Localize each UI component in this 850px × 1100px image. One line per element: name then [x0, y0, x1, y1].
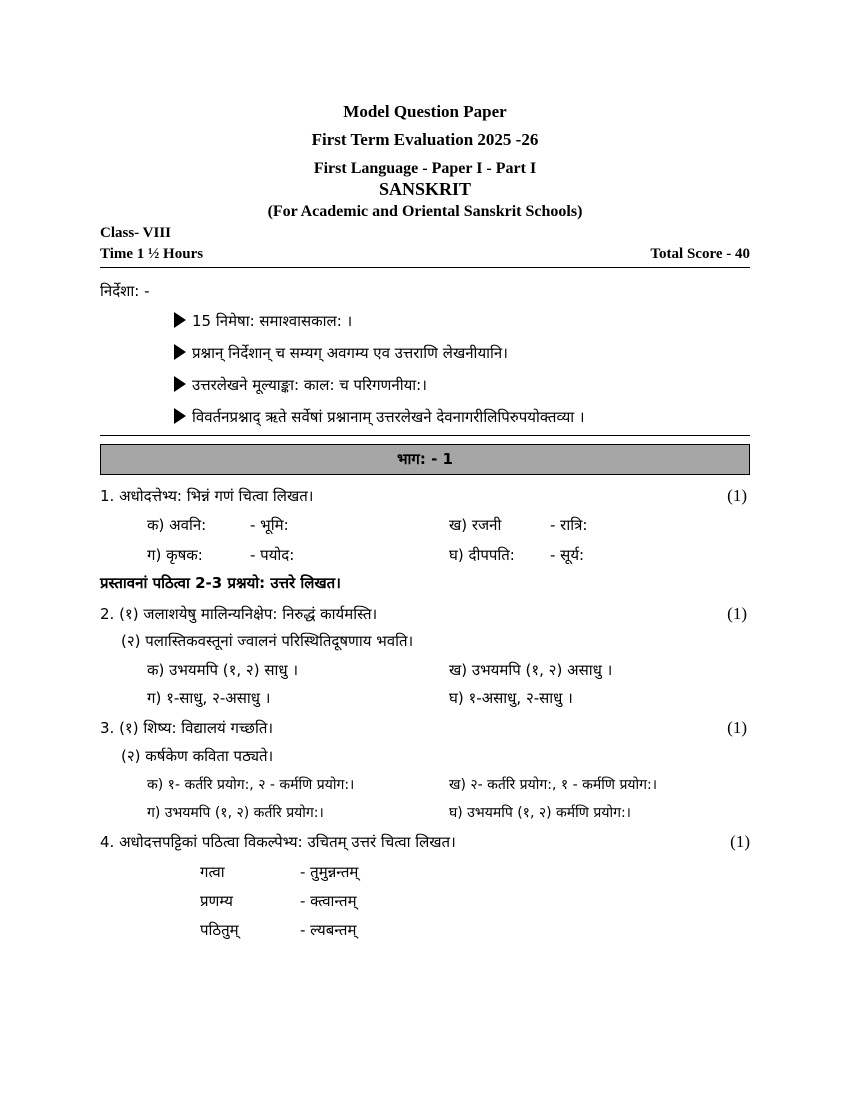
instructions-title: निर्देशा: - [100, 282, 150, 300]
question-3-mark: (1) [727, 718, 747, 737]
arrow-bullet-icon [174, 376, 186, 392]
q1-option-a-pair: - भूमि: [250, 516, 289, 534]
question-2-mark: (1) [727, 604, 747, 623]
question-2: 2. (१) जलाशयेषु मालिन्यनिक्षेप: निरुद्धं कार्यमस्ति। [100, 605, 378, 623]
q1-option-b: ख) रजनी [449, 516, 502, 534]
q4-type: - तुमुन्नन्तम् [300, 863, 359, 881]
school-type: (For Academic and Oriental Sanskrit Schools) [267, 203, 583, 220]
instructions-divider [100, 435, 750, 436]
arrow-bullet-icon [174, 344, 186, 360]
instruction-item: 15 निमेषा: समाश्वासकाल: । [174, 311, 352, 331]
class-label: Class- VIII [100, 225, 171, 241]
question-4: 4. अधोदत्तपट्टिकां पठित्वा विकल्पेभ्य: उचितम् उत्तरं चित्वा लिखत। [100, 833, 456, 851]
q3-option-a: क) १- कर्तरि प्रयोग:, २ - कर्मणि प्रयोग:। [147, 777, 355, 793]
instruction-item: उत्तरलेखने मूल्याङ्का: काल: च परिगणनीया:। [174, 375, 427, 395]
q3-option-d: घ) उभयमपि (१, २) कर्मणि प्रयोग:। [449, 805, 631, 821]
q4-type: - क्त्वान्तम् [300, 892, 357, 910]
question-3-sub: (२) कर्षकेण कविता पठ्यते। [121, 747, 274, 765]
section-header: भाग: - 1 [100, 444, 750, 475]
q4-word: पठितुम् [200, 921, 239, 939]
passage-instruction: प्रस्तावनां पठित्वा 2-3 प्रश्नयो: उत्तरे लिखत। [100, 574, 341, 592]
paper-subtitle: First Language - Paper I - Part I [313, 160, 537, 177]
q4-word: गत्वा [200, 863, 225, 881]
instruction-item: विवर्तनप्रश्नाद् ऋते सर्वेषां प्रश्नानाम् उत्तरलेखने देवनागरीलिपिरुपयोक्तव्या । [174, 407, 585, 427]
q4-word: प्रणम्य [200, 892, 233, 910]
q1-option-a: क) अवनि: [147, 516, 207, 534]
arrow-bullet-icon [174, 312, 186, 328]
time-label: Time 1 ½ Hours [100, 246, 204, 262]
arrow-bullet-icon [174, 408, 186, 424]
exam-title: First Term Evaluation 2025 -26 [311, 130, 539, 149]
q1-option-d: घ) दीपपति: [449, 546, 515, 564]
q1-option-c: ग) कृषक: [147, 546, 203, 564]
q3-option-b: ख) २- कर्तरि प्रयोग:, १ - कर्मणि प्रयोग:। [449, 777, 658, 793]
q2-option-d: घ) १-असाधु, २-साधु । [449, 689, 573, 707]
question-3: 3. (१) शिष्य: विद्यालयं गच्छति। [100, 719, 274, 737]
question-1-mark: (1) [727, 486, 747, 505]
q2-option-c: ग) १-साधु, २-असाधु । [147, 689, 271, 707]
q3-option-c: ग) उभयमपि (१, २) कर्तरि प्रयोग:। [147, 805, 324, 821]
instruction-item: प्रश्नान् निर्देशान् च सम्यग् अवगम्य एव उत्तराणि लेखनीयानि। [174, 343, 508, 363]
q2-option-a: क) उभयमपि (१, २) साधु । [147, 661, 299, 679]
q4-type: - ल्यबन्तम् [300, 921, 357, 939]
question-4-mark: (1) [730, 832, 750, 851]
time-score-row [100, 246, 750, 263]
subject-title: SANSKRIT [378, 179, 472, 199]
header-divider [100, 267, 750, 268]
q1-option-d-pair: - सूर्य: [550, 546, 585, 564]
question-1: 1. अधोदत्तेभ्य: भिन्नं गणं चित्वा लिखत। [100, 487, 314, 505]
question-2-sub: (२) पलास्तिकवस्तूनां ज्वालनं परिस्थितिदूषणाय भवति। [121, 632, 414, 650]
q1-option-c-pair: - पयोद: [250, 546, 295, 564]
q2-option-b: ख) उभयमपि (१, २) असाधु । [449, 661, 613, 679]
paper-title: Model Question Paper [343, 102, 507, 121]
total-score-label: Total Score - 40 [650, 246, 750, 262]
q1-option-b-pair: - रात्रि: [550, 516, 588, 534]
